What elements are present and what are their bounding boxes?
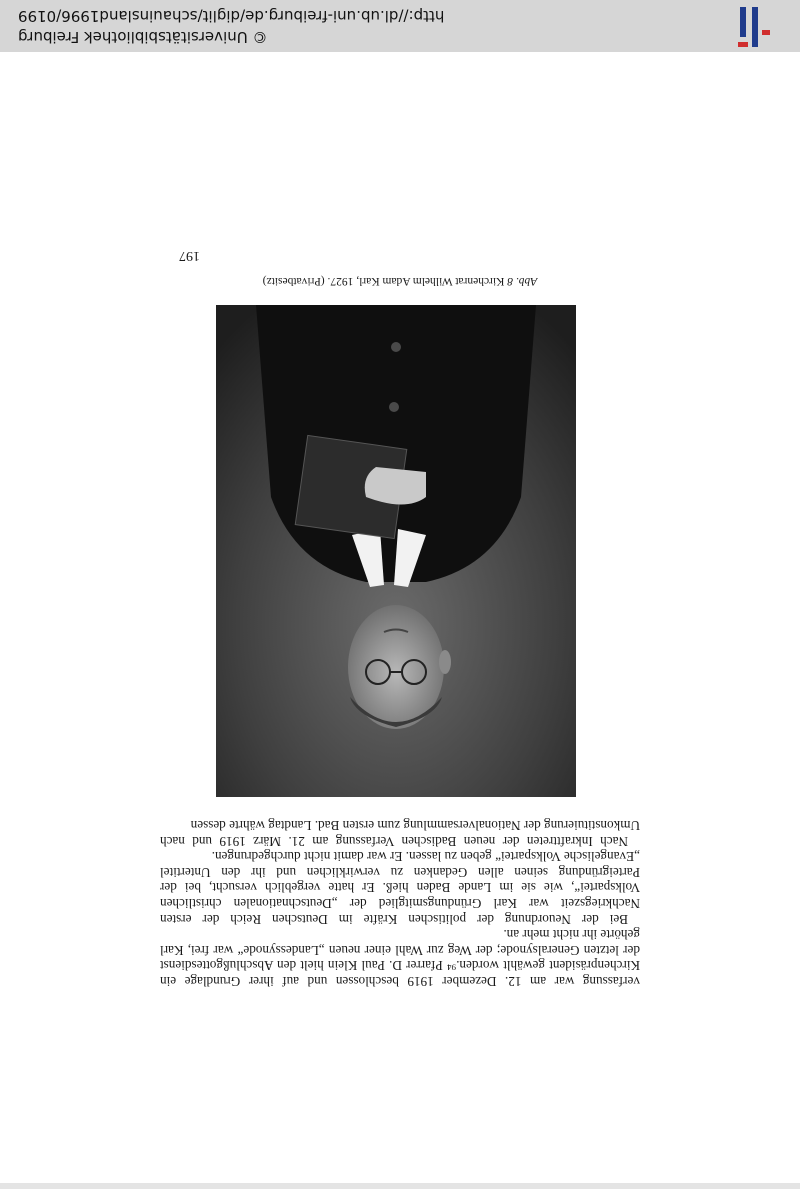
header-bar: [0, 0, 800, 52]
portrait-photo: [216, 305, 576, 797]
paragraph: Nach Inkrafttreten der neuen Badischen Verfassung am 21. März 1919 und nach Umkonstituierung der Nationalversammlung zum ersten Bad. Landtag währte dessen: [160, 818, 640, 849]
bottom-strip: [0, 1183, 800, 1189]
page-number: 197: [179, 248, 200, 263]
ub-freiburg-logo-icon: [736, 7, 776, 47]
figure-caption: [160, 275, 640, 287]
figure-caption-text: Kirchenrat Wilhelm Adam Karl, 1927. (Privatbesitz): [262, 275, 505, 287]
header-credit: © Universitätsbibliothek Freiburg: [18, 28, 268, 46]
header-url-link[interactable]: http://dl.ub.uni-freiburg.de/diglit/schauinsland1996/0199: [18, 7, 445, 25]
paragraph: Bei der Neuordnung der politischen Kräfte im Deutschen Reich der ersten Nachkriegszeit war Karl Gründungsmitglied der „Deutschnationalen christlichen Volkspartei“, wie sie im Lande Baden hieß. Er hatte vergeblich versucht, bei der Parteigründung seinen allen Gedanken zu verwirklichen und ihr den Untertitel „Evangelische Volkspartei“ geben zu lassen. Er war damit nicht durchgedrungen.: [160, 849, 640, 927]
portrait-image: [216, 305, 576, 797]
figure-label: Abb. 8: [507, 275, 538, 287]
body-text: [160, 817, 640, 989]
paragraph: verfassung war am 12. Dezember 1919 beschlossen und auf ihrer Grundlage ein Kirchenpräsident gewählt worden.⁹⁴ Pfarrer D. Paul Klein hielt den Abschlußgottesdienst der letzten Generalsynode; der Weg zur Wahl einer neuen „Landessynode“ war frei, Karl gehörte ihr nicht mehr an.: [160, 927, 640, 989]
